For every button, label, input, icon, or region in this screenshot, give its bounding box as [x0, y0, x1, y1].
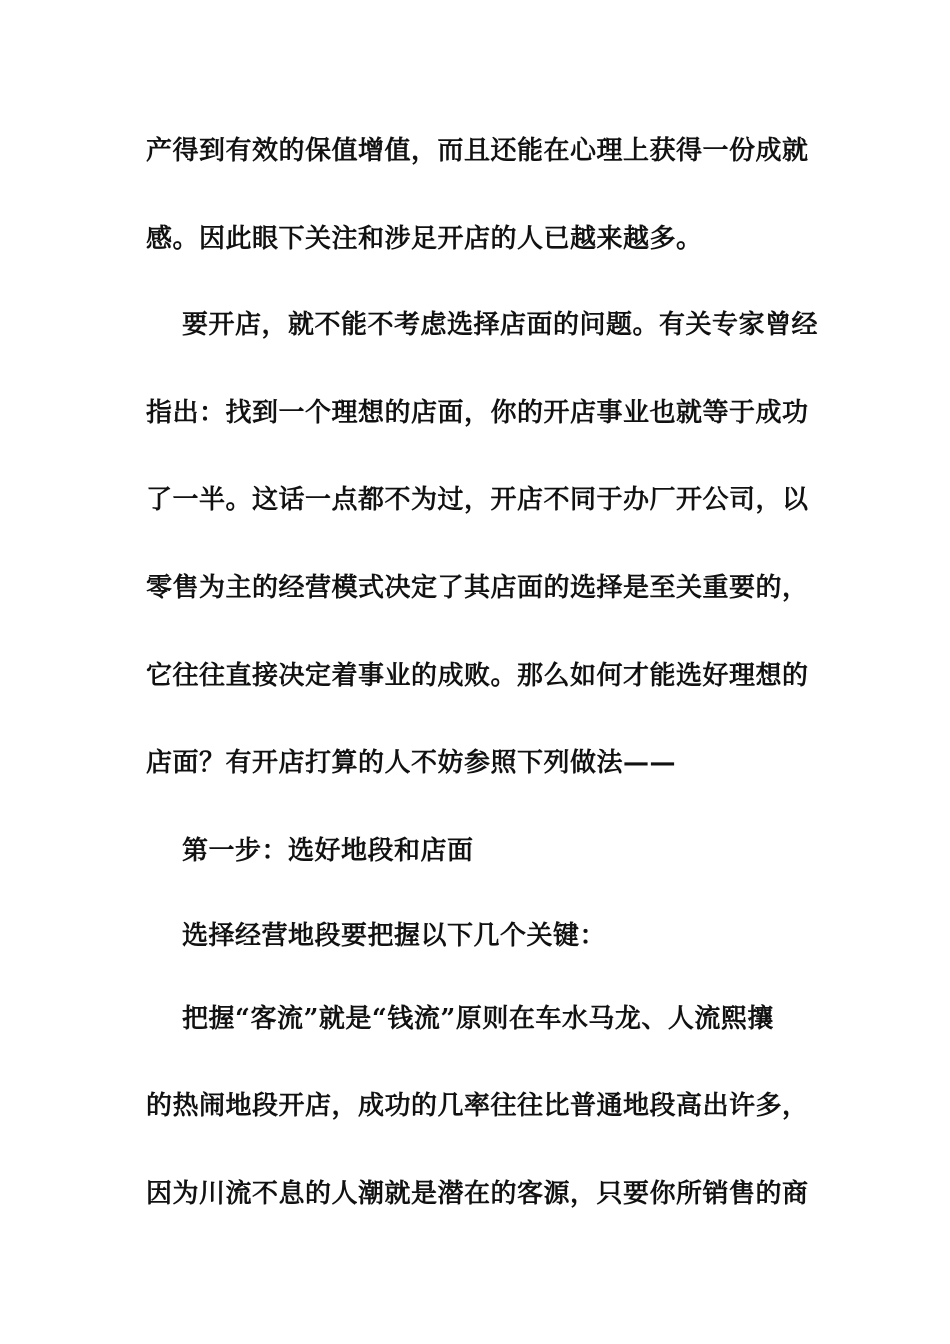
paragraph-first-line: 把握“客流”就是“钱流”原则在车水马龙、人流熙攘: [182, 1004, 774, 1034]
text-line: 因为川流不息的人潮就是潜在的客源，只要你所销售的商: [146, 1179, 809, 1209]
text-line: 了一半。这话一点都不为过，开店不同于办厂开公司，以: [146, 485, 809, 515]
section-heading: 第一步：选好地段和店面: [182, 836, 474, 866]
text-line: 感。因此眼下关注和涉足开店的人已越来越多。: [146, 224, 703, 254]
text-line: 指出：找到一个理想的店面，你的开店事业也就等于成功: [146, 398, 809, 428]
text-line: 零售为主的经营模式决定了其店面的选择是至关重要的，: [146, 573, 809, 603]
text-line: 店面？有开店打算的人不妨参照下列做法——: [146, 748, 677, 778]
paragraph-first-line: 选择经营地段要把握以下几个关键：: [182, 921, 607, 951]
text-line: 的热闹地段开店，成功的几率往往比普通地段高出许多，: [146, 1091, 809, 1121]
text-line: 产得到有效的保值增值，而且还能在心理上获得一份成就: [146, 136, 809, 166]
paragraph-first-line: 要开店，就不能不考虑选择店面的问题。有关专家曾经: [182, 310, 819, 340]
text-line: 它往往直接决定着事业的成败。那么如何才能选好理想的: [146, 661, 809, 691]
